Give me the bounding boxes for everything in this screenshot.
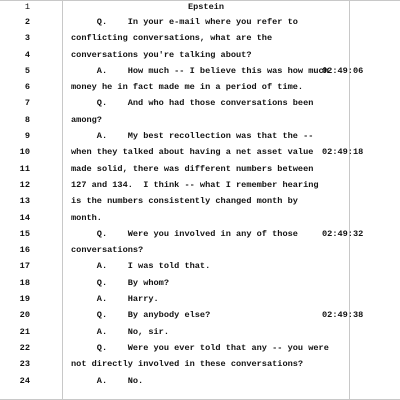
transcript-lines — [0, 14, 400, 389]
line-number: 23 — [19, 359, 30, 370]
line-number: 14 — [19, 212, 30, 223]
line-timestamp: 02:49:32 — [322, 228, 364, 239]
line-text: made solid, there was different numbers between — [71, 163, 314, 174]
line-number: 5 — [24, 65, 30, 76]
transcript-line — [0, 144, 400, 160]
line-text: not directly involved in these conversations? — [71, 359, 304, 370]
transcript-line — [0, 356, 400, 372]
line-text: Q. In your e-mail where you refer to — [71, 17, 298, 27]
line-number: 17 — [19, 261, 30, 272]
line-text: A. Harry. — [71, 294, 159, 305]
transcript-line — [0, 30, 400, 46]
line-text: Q. Were you ever told that any -- you were — [71, 342, 329, 353]
witness-name: Epstein — [187, 2, 225, 12]
line-number: 4 — [24, 49, 30, 60]
line-timestamp: 02:49:38 — [322, 310, 364, 321]
line-number: 22 — [19, 342, 30, 353]
line-text: conversations you're talking about? — [71, 49, 252, 60]
line-number: 10 — [19, 147, 30, 158]
transcript-line — [0, 79, 400, 95]
line-number: 2 — [24, 17, 30, 27]
line-text: A. How much -- I believe this was how much — [71, 65, 329, 76]
line-number: 19 — [19, 294, 30, 305]
line-text: month. — [71, 212, 102, 223]
line-number: 24 — [19, 375, 30, 386]
transcript-line — [0, 307, 400, 323]
transcript-line — [0, 340, 400, 356]
transcript-header — [0, 0, 400, 14]
line-number: 15 — [19, 228, 30, 239]
transcript-line — [0, 291, 400, 307]
line-number: 9 — [24, 131, 30, 142]
transcript-line — [0, 14, 400, 30]
transcript-line — [0, 112, 400, 128]
line-number: 21 — [19, 326, 30, 337]
line-number: 12 — [19, 179, 30, 190]
line-number: 7 — [24, 98, 30, 109]
transcript-line — [0, 275, 400, 291]
line-text: money he in fact made me in a period of time. — [71, 82, 304, 93]
transcript-line — [0, 258, 400, 274]
line-number: 13 — [19, 196, 30, 207]
line-number: 8 — [24, 114, 30, 125]
line-number: 20 — [19, 310, 30, 321]
line-text: A. My best recollection was that the -- — [71, 131, 314, 142]
line-text: Q. By whom? — [71, 277, 169, 288]
line-text: among? — [71, 114, 102, 125]
line-text: A. No. — [71, 375, 144, 386]
line-text: when they talked about having a net asset value — [71, 147, 314, 158]
transcript-line — [0, 128, 400, 144]
line-text: Q. By anybody else? — [71, 310, 211, 321]
line-number: 16 — [19, 245, 30, 256]
line-timestamp: 02:49:06 — [322, 65, 364, 76]
transcript-line — [0, 193, 400, 209]
transcript-line — [0, 95, 400, 111]
transcript-line — [0, 324, 400, 340]
header-line-number: 1 — [24, 2, 30, 12]
line-text: 127 and 134. I think -- what I remember hearing — [71, 179, 319, 190]
line-number: 18 — [19, 277, 30, 288]
line-text: conflicting conversations, what are the — [71, 33, 273, 44]
transcript-line — [0, 210, 400, 226]
line-number: 11 — [19, 163, 30, 174]
transcript-line — [0, 63, 400, 79]
line-text: Q. And who had those conversations been — [71, 98, 314, 109]
line-text: A. I was told that. — [71, 261, 211, 272]
line-timestamp: 02:49:18 — [322, 147, 364, 158]
transcript-line — [0, 47, 400, 63]
transcript-line — [0, 373, 400, 389]
transcript-line — [0, 226, 400, 242]
line-text: is the numbers consistently changed month by — [71, 196, 298, 207]
line-text: A. No, sir. — [71, 326, 169, 337]
line-number: 3 — [24, 33, 30, 44]
line-text: Q. Were you involved in any of those — [71, 228, 298, 239]
transcript-line — [0, 161, 400, 177]
transcript-line — [0, 242, 400, 258]
line-number: 6 — [24, 82, 30, 93]
line-text: conversations? — [71, 245, 144, 256]
transcript-line — [0, 177, 400, 193]
